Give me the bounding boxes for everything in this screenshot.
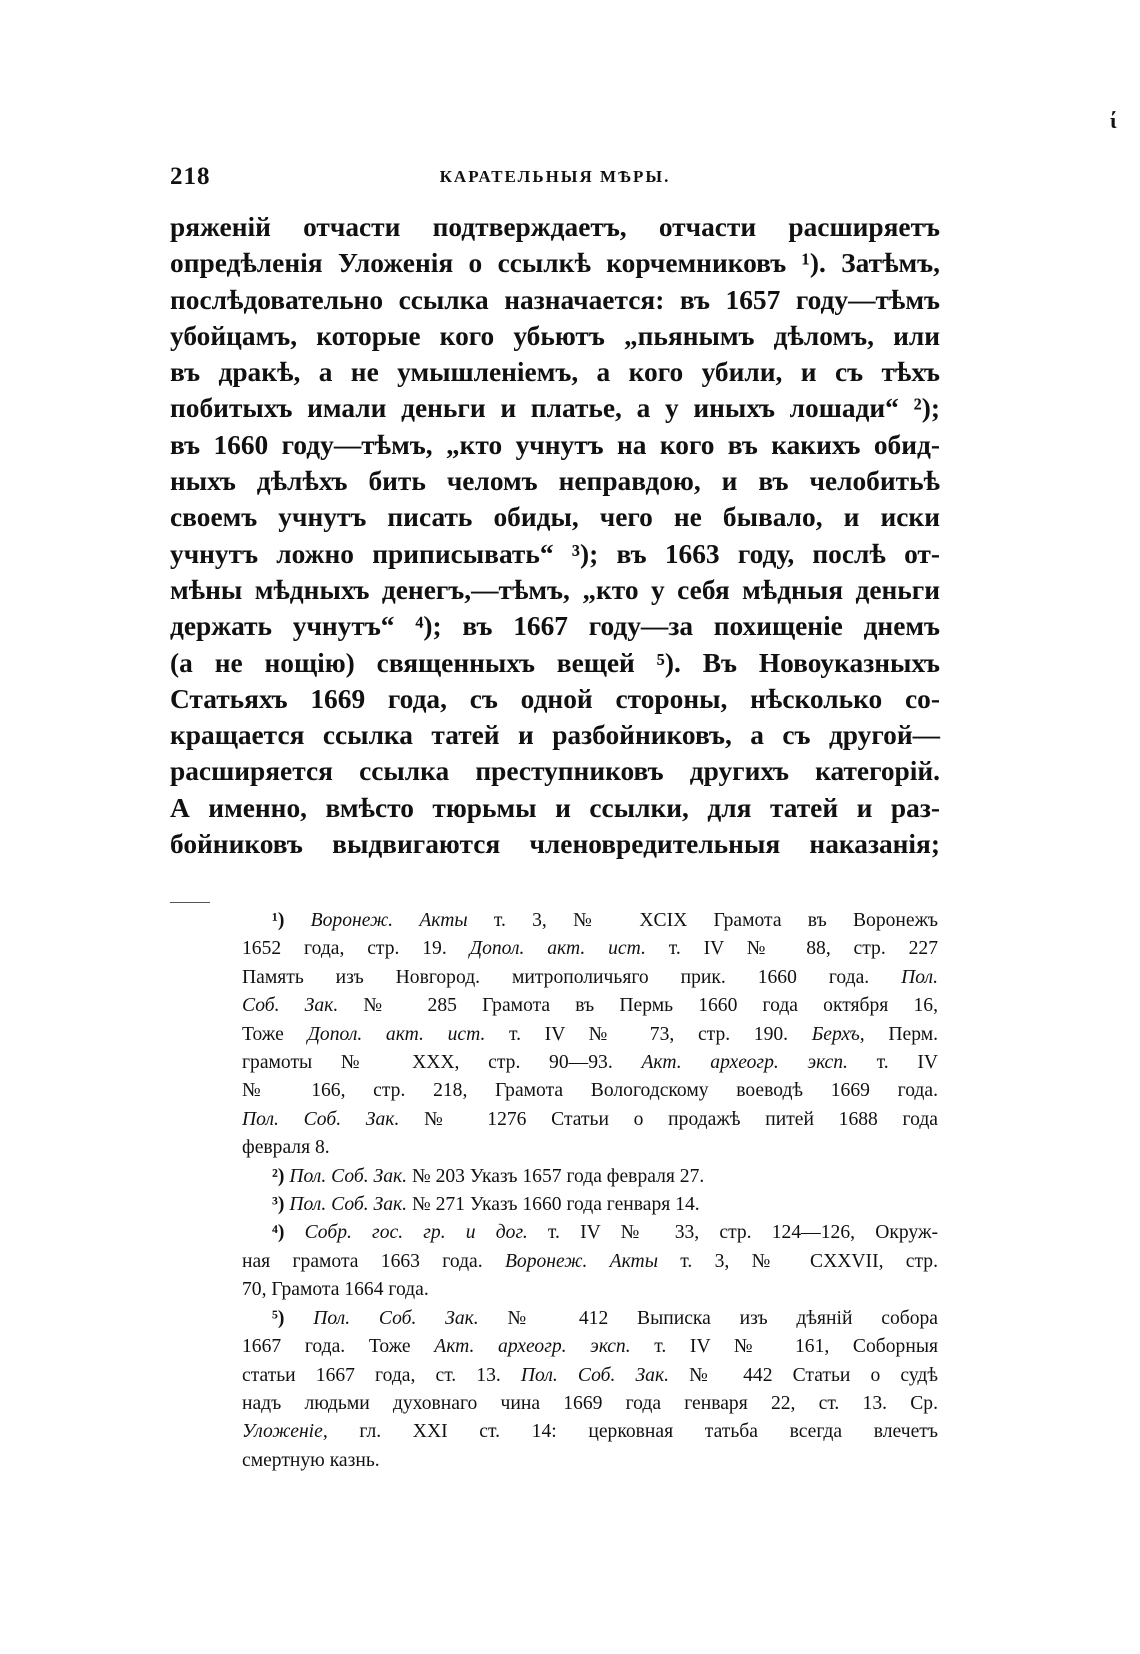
footnote-text: надъ людьми духовнаго чина 1669 года генваря 22, ст. 13. Ср.: [242, 1392, 938, 1414]
source-title: Берхъ,: [811, 1023, 865, 1045]
footnote-text: гл. XXI ст. 14: церковная татьба всегда влечетъ: [327, 1421, 938, 1443]
footnote-line: [242, 935, 938, 963]
footnotes: [242, 907, 938, 1475]
footnote-line: [242, 992, 938, 1020]
source-title: Акт. археогр. эксп.: [434, 1336, 631, 1358]
footnote-text: т. IV № 73, стр. 190.: [485, 1023, 812, 1045]
footnote-mark: ²): [272, 1165, 285, 1187]
footnote-line: [242, 1305, 938, 1333]
footnote-text: т. IV № 33, стр. 124—126, Окруж-: [527, 1222, 939, 1244]
footnote-line: [242, 1134, 938, 1162]
footnote: [242, 907, 938, 1163]
text-line: опредѣленія Уложенія о ссылкѣ корчемниковъ ¹). Затѣмъ,: [170, 248, 940, 279]
footnote-line: [242, 1390, 938, 1418]
text-line: въ 1660 году—тѣмъ, „кто учнутъ на кого въ какихъ обид-: [170, 429, 940, 460]
source-title: Соб. Зак.: [242, 995, 339, 1017]
footnote: [242, 1163, 938, 1191]
footnote-text: смертную казнь.: [242, 1449, 380, 1471]
source-title: Воронеж. Акты: [504, 1250, 658, 1272]
text-line: побитыхъ имали деньги и платье, а у иныхъ лошади“ ²);: [170, 393, 940, 424]
text-line: ныхъ дѣлѣхъ бить челомъ неправдою, и въ челобитьѣ: [170, 466, 940, 497]
footnote-text: т. IV: [847, 1052, 939, 1074]
footnote-text: № 412 Выписка изъ дѣяній собора: [478, 1307, 938, 1329]
text-line: послѣдовательно ссылка назначается: въ 1657 году—тѣмъ: [170, 284, 940, 315]
text-line: мѣны мѣдныхъ денегъ,—тѣмъ, „кто у себя мѣдныя деньги: [170, 574, 940, 605]
footnote-text: 1652 года, стр. 19.: [242, 938, 470, 960]
footnote-text: 1667 года. Тоже: [242, 1336, 435, 1358]
source-title: Допол. акт. ист.: [307, 1023, 486, 1045]
footnote-text: № 1276 Статьи о продажѣ питей 1688 года: [399, 1108, 938, 1130]
footnote-text: № 442 Статьи о судѣ: [669, 1364, 938, 1386]
source-title: Пол. Соб. Зак.: [242, 1108, 400, 1130]
footnote-line: [242, 1333, 938, 1361]
footnote-text: грамоты № XXX, стр. 90—93.: [242, 1052, 642, 1074]
footnote-text: т. IV № 161, Соборныя: [630, 1336, 938, 1358]
source-title: Пол. Соб. Зак.: [520, 1364, 670, 1386]
footnote: [242, 1305, 938, 1475]
footnote-text: т. IV № 88, стр. 227: [645, 938, 938, 960]
footnote-line: [242, 1106, 938, 1134]
footnote-text: Память изъ Новгород. митрополичьяго прик. 1660 года.: [242, 966, 902, 988]
footnote-text: т. 3, № XCIX Грамота въ Воронежъ: [467, 910, 939, 931]
text-line: держать учнутъ“ ⁴); въ 1667 году—за похищеніе днемъ: [170, 611, 940, 642]
footnote-line: [242, 1077, 938, 1105]
main-text: [170, 209, 940, 862]
source-title: Воронеж. Акты: [310, 910, 468, 931]
margin-mark: ί: [1110, 108, 1117, 133]
footnote-line: [242, 1447, 938, 1475]
page-header: [170, 163, 940, 199]
footnote-line: [242, 1362, 938, 1390]
text-line: Статьяхъ 1669 года, съ одной стороны, нѣсколько со-: [170, 683, 940, 714]
footnote: [242, 1219, 938, 1304]
footnote-text: февраля 8.: [242, 1137, 330, 1159]
footnote-text: № 271 Указъ 1660 года генваря 14.: [407, 1194, 700, 1216]
footnote-line: [242, 1191, 938, 1219]
text-line: кращается ссылка татей и разбойниковъ, а съ другой—: [170, 720, 940, 751]
source-title: Пол. Соб. Зак.: [289, 1165, 408, 1187]
footnote-text: Перм.: [864, 1023, 938, 1045]
footnote-line: [242, 1418, 938, 1446]
text-line: учнутъ ложно приписывать“ ³); въ 1663 году, послѣ от-: [170, 538, 940, 569]
text-line: А именно, вмѣсто тюрьмы и ссылки, для татей и раз-: [170, 792, 940, 823]
footnote-text: статьи 1667 года, ст. 13.: [242, 1364, 521, 1386]
text-line: своемъ учнутъ писать обиды, чего не бывало, и иски: [170, 502, 940, 533]
source-title: Уложеніе,: [242, 1421, 328, 1443]
source-title: Пол.: [901, 966, 938, 988]
source-title: Допол. акт. ист.: [469, 938, 646, 960]
source-title: Собр. гос. гр. и дог.: [304, 1222, 528, 1244]
footnote-line: [242, 1276, 938, 1304]
footnote-text: № 285 Грамота въ Пермь 1660 года октября 16,: [338, 995, 938, 1017]
footnote-text: т. 3, № CXXVII, стр.: [657, 1250, 939, 1272]
footnote-line: [242, 964, 938, 992]
footnote-mark: ¹): [272, 910, 285, 931]
footnote-mark: ⁵): [272, 1307, 285, 1329]
source-title: Пол. Соб. Зак.: [313, 1307, 479, 1329]
footnote: [242, 1191, 938, 1219]
footnote-text: Тоже: [242, 1023, 308, 1045]
footnote-text: № 203 Указъ 1657 года февраля 27.: [407, 1165, 705, 1187]
text-line: ряженій отчасти подтверждаетъ, отчасти расширяетъ: [170, 212, 940, 242]
source-title: Пол. Соб. Зак.: [289, 1194, 408, 1216]
footnote-line: [242, 1049, 938, 1077]
footnote-line: [242, 907, 938, 935]
text-line: (а не нощію) священныхъ вещей ⁵). Въ Новоуказныхъ: [170, 647, 940, 678]
running-title: КАРАТЕЛЬНЫЯ МѢРЫ.: [439, 167, 671, 186]
footnote-line: [242, 1219, 938, 1247]
footnote-text: ная грамота 1663 года.: [242, 1250, 505, 1272]
source-title: Акт. археогр. эксп.: [641, 1052, 848, 1074]
footnote-rule: [170, 902, 210, 903]
page-number: 218: [170, 163, 211, 190]
footnote-text: 70, Грамота 1664 года.: [242, 1279, 429, 1301]
text-line: бойниковъ выдвигаются членовредительныя наказанія;: [170, 829, 940, 860]
text-line: въ дракѣ, а не умышленіемъ, а кого убили, и съ тѣхъ: [170, 357, 940, 388]
footnote-mark: ³): [272, 1194, 285, 1216]
footnote-line: [242, 1248, 938, 1276]
text-line: расширяется ссылка преступниковъ другихъ категорій.: [170, 756, 940, 787]
text-line: убойцамъ, которые кого убьютъ „пьянымъ дѣломъ, или: [170, 320, 940, 351]
footnote-mark: ⁴): [272, 1222, 285, 1244]
footnote-line: [242, 1021, 938, 1049]
footnote-text: № 166, стр. 218, Грамота Вологодскому воеводѣ 1669 года.: [242, 1080, 938, 1102]
footnote-line: [242, 1163, 938, 1191]
